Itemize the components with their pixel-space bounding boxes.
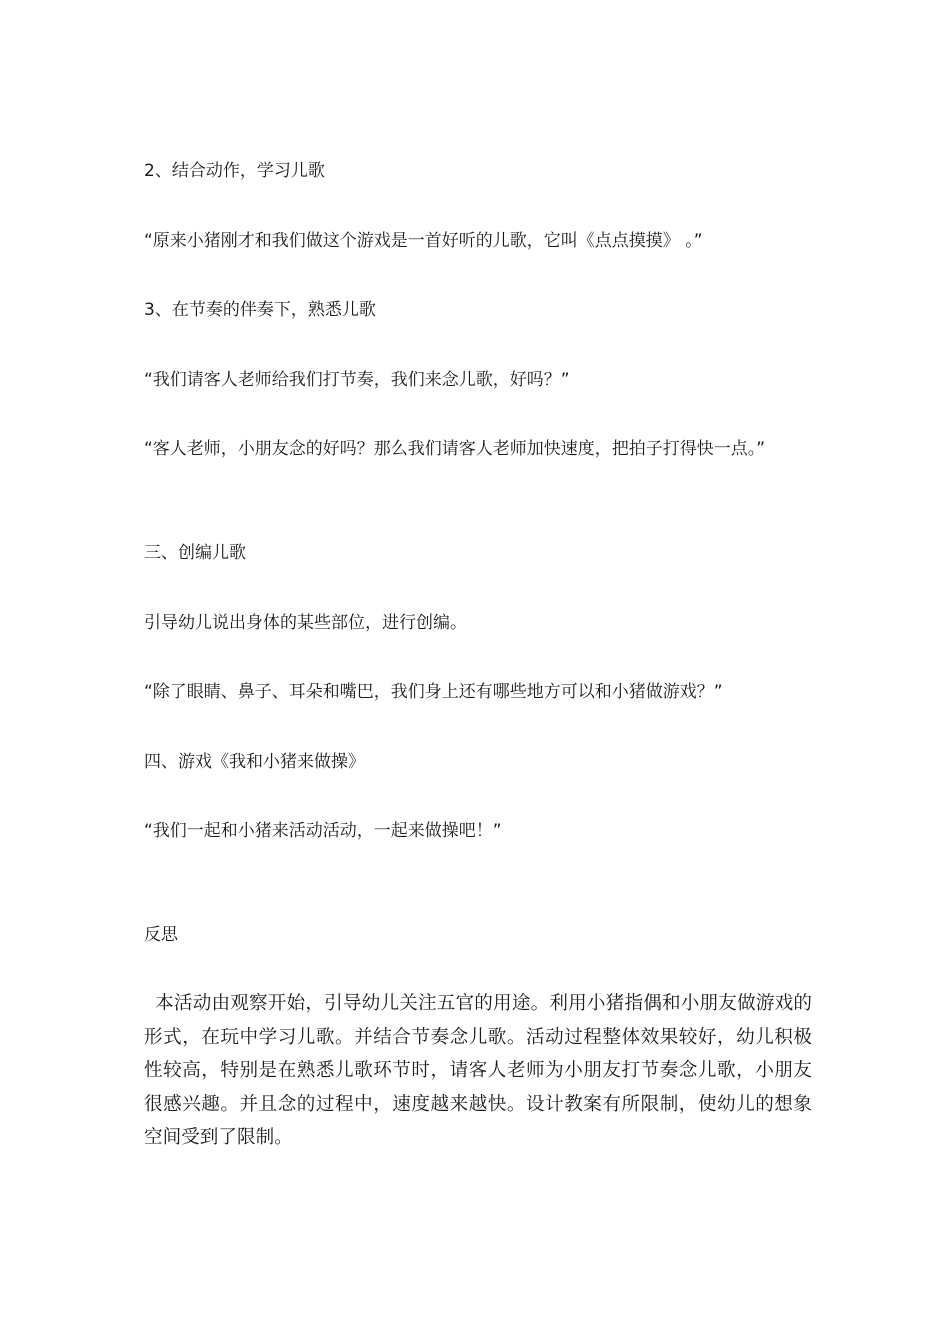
quote-paragraph: “原来小猪刚才和我们做这个游戏是一首好听的儿歌，它叫《点点摸摸》 。” — [144, 231, 703, 251]
quote-paragraph: “客人老师，小朋友念的好吗？那么我们请客人老师加快速度，把拍子打得快一点。” — [144, 439, 766, 459]
section-heading-learn-rhyme: 2、结合动作，学习儿歌 — [144, 161, 325, 181]
reflection-body: 本活动由观察开始，引导幼儿关注五官的用途。利用小猪指偶和小朋友做游戏的形式，在玩中学习儿歌。并结合节奏念儿歌。活动过程整体效果较好，幼儿积极性较高，特别是在熟悉儿歌环节时，请客人老师为小朋友打节奏念儿歌，小朋友很感兴趣。并且念的过程中，速度越来越快。设计教案有所限制，使幼儿的想象空间受到了限制。 — [144, 993, 812, 1148]
quote-paragraph: “我们请客人老师给我们打节奏，我们来念儿歌，好吗？” — [144, 370, 570, 390]
quote-paragraph: “除了眼睛、鼻子、耳朵和嘴巴，我们身上还有哪些地方可以和小猪做游戏？” — [144, 682, 723, 702]
section-heading-rhythm: 3、在节奏的伴奏下，熟悉儿歌 — [144, 300, 376, 320]
reflection-title: 反思 — [144, 925, 178, 945]
quote-paragraph: “我们一起和小猪来活动活动，一起来做操吧！” — [144, 821, 502, 841]
section-heading-create-rhyme: 三、创编儿歌 — [144, 543, 246, 563]
body-paragraph: 引导幼儿说出身体的某些部位，进行创编。 — [144, 613, 467, 633]
section-heading-game: 四、游戏《我和小猪来做操》 — [144, 752, 365, 772]
